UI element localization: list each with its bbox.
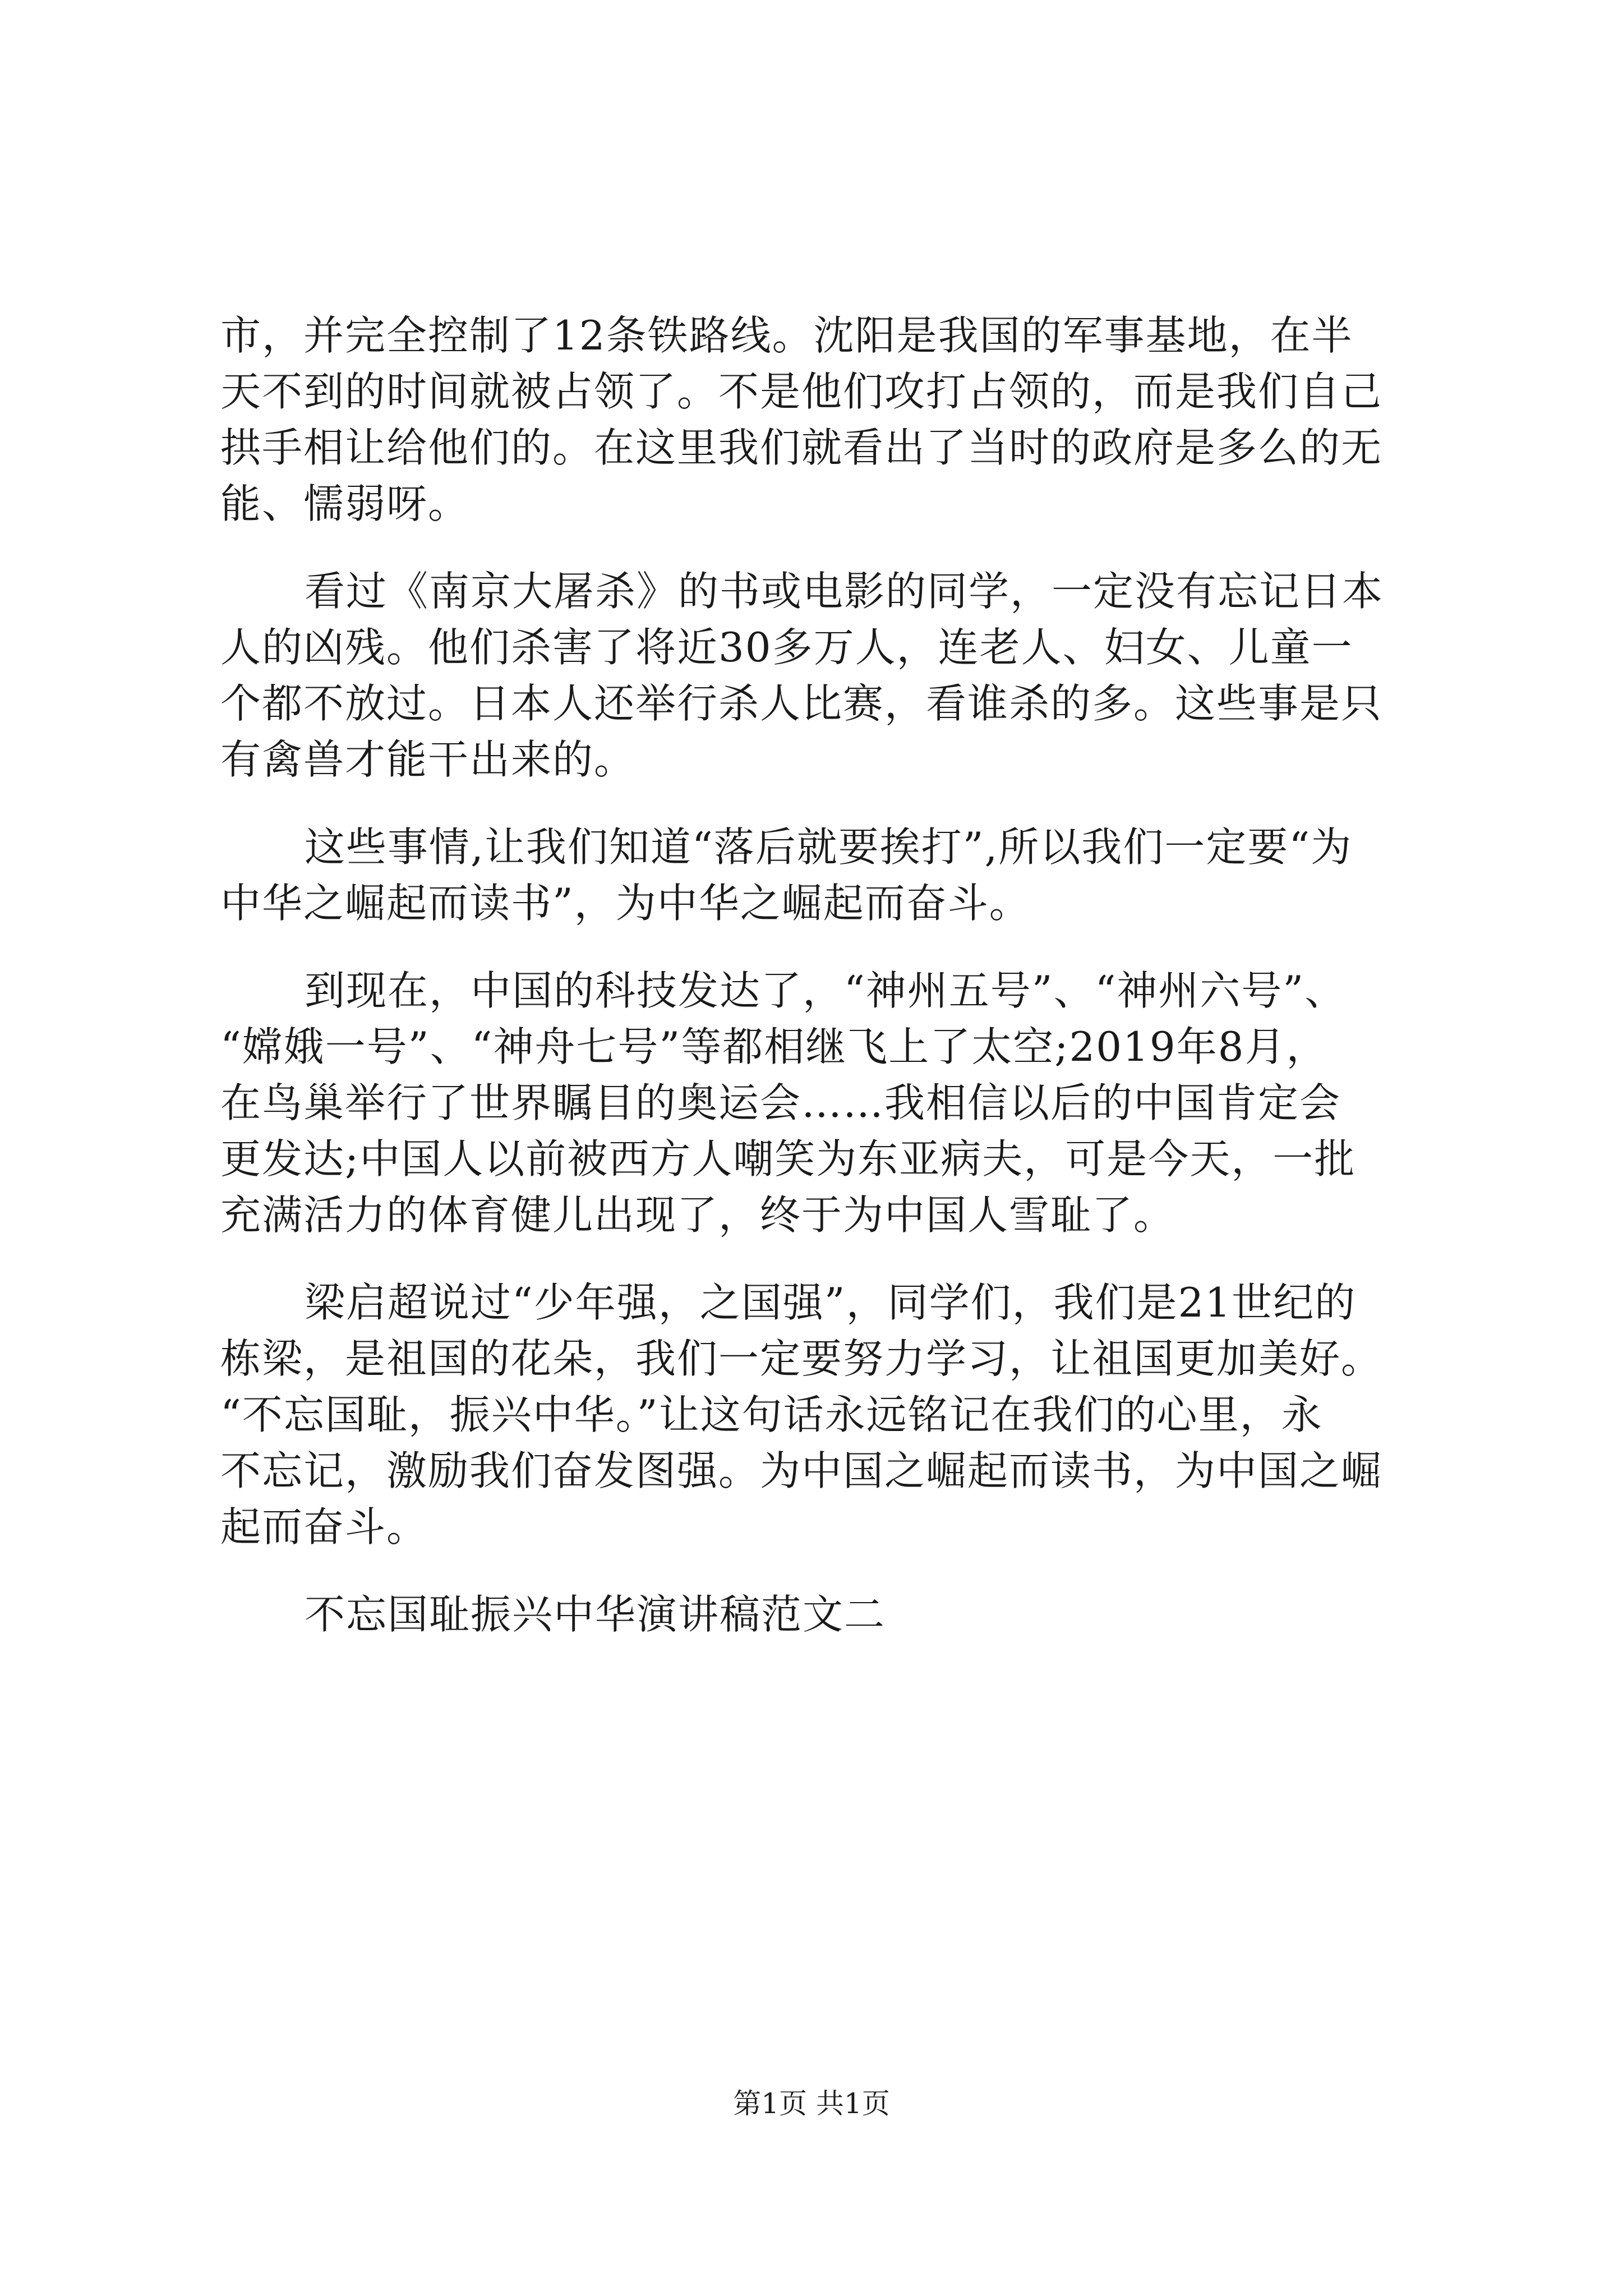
page-footer <box>0 2084 1623 2123</box>
paragraph-3 <box>220 819 1415 931</box>
paragraph-5 <box>220 1274 1415 1555</box>
text-line: 梁启超说过“少年强，之国强”，同学们，我们是21世纪的 <box>305 1279 1357 1326</box>
text-line: 起而奋斗。 <box>220 1503 428 1550</box>
text-line: 到现在，中国的科技发达了，“神州五号”、“神州六号”、 <box>305 967 1347 1014</box>
paragraph-4 <box>220 963 1415 1243</box>
document-body <box>220 307 1415 1642</box>
text-line: 市，并完全控制了12条铁路线。沈阳是我国的军事基地，在半 <box>220 312 1353 359</box>
text-line: 更发达;中国人以前被西方人嘲笑为东亚病夫，可是今天，一批 <box>220 1135 1356 1182</box>
text-line: 能、懦弱呀。 <box>220 480 470 527</box>
text-line: 天不到的时间就被占领了。不是他们攻打占领的，而是我们自己 <box>220 368 1383 415</box>
text-line: 看过《南京大屠杀》的书或电影的同学，一定没有忘记日本 <box>305 568 1384 615</box>
text-line: “嫦娥一号”、“神舟七号”等都相继飞上了太空;2019年8月， <box>220 1023 1328 1070</box>
text-line: 有禽兽才能干出来的。 <box>220 736 636 783</box>
text-line: 中华之崛起而读书”，为中华之崛起而奋斗。 <box>220 880 1031 927</box>
page-number: 第1页 共1页 <box>733 2087 890 2120</box>
text-line: 个都不放过。日本人还举行杀人比赛，看谁杀的多。这些事是只 <box>220 680 1383 727</box>
text-line: 人的凶残。他们杀害了将近30多万人，连老人、妇女、儿童一 <box>220 624 1353 671</box>
text-line: 拱手相让给他们的。在这里我们就看出了当时的政府是多么的无 <box>220 424 1383 471</box>
text-line: 这些事情,让我们知道“落后就要挨打”,所以我们一定要“为 <box>305 823 1353 871</box>
text-line: 在鸟巢举行了世界瞩目的奥运会……我相信以后的中国肯定会 <box>220 1079 1341 1126</box>
paragraph-6 <box>220 1586 1415 1642</box>
text-line: 充满活力的体育健儿出现了，终于为中国人雪耻了。 <box>220 1191 1175 1239</box>
paragraph-2 <box>220 563 1415 788</box>
section-heading: 不忘国耻振兴中华演讲稿范文二 <box>305 1591 886 1638</box>
text-line: 不忘记，激励我们奋发图强。为中国之崛起而读书，为中国之崛 <box>220 1447 1383 1494</box>
text-line: “不忘国耻，振兴中华。”让这句话永远铭记在我们的心里，永 <box>220 1391 1323 1438</box>
text-line: 栋梁，是祖国的花朵，我们一定要努力学习，让祖国更加美好。 <box>220 1335 1383 1382</box>
paragraph-1 <box>220 307 1415 532</box>
